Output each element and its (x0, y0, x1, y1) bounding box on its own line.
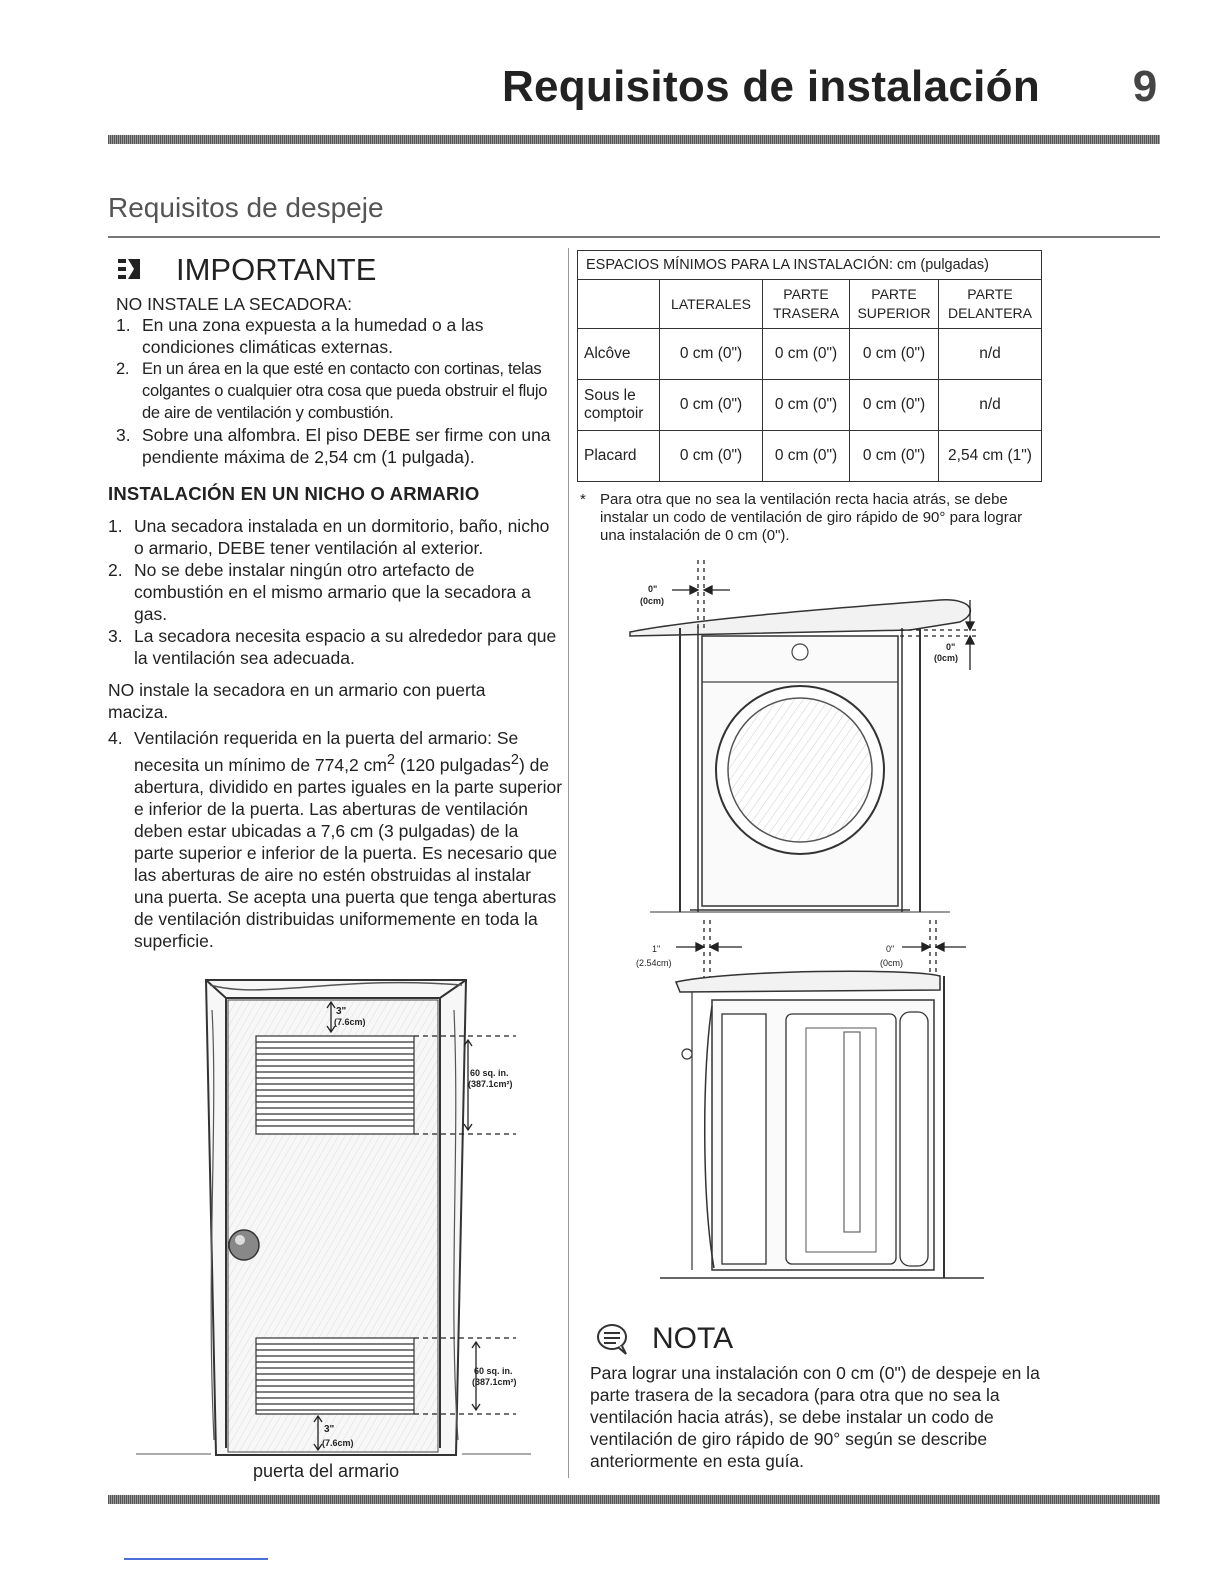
page-title: Requisitos de instalación (501, 62, 1040, 111)
row-label: Sous le comptoir (578, 380, 660, 431)
note-icon (596, 1322, 632, 1361)
list-number: 4. (108, 728, 123, 748)
note-text: Para lograr una instalación con 0 cm (0") de despeje en la parte trasera de la secadora (para otra que no sea la ventilación hacia atrás), se debe instalar un codo de ventilación de giro rápido de 90° según se describe anteriormente en esta guía. (590, 1363, 1040, 1471)
list-item (108, 515, 560, 559)
door-bottom-gap-cm: (7.6cm) (322, 1438, 354, 1448)
door-top-area-inches: 60 sq. in. (470, 1068, 509, 1078)
table-cell: 0 cm (0") (660, 329, 763, 380)
dryer-side-figure (610, 920, 990, 1290)
door-bottom-area-cm: (387.1cm²) (472, 1377, 517, 1387)
table-cell: 0 cm (0") (660, 380, 763, 431)
list-item (116, 424, 556, 468)
table-row (578, 329, 1042, 380)
table-cell: 0 cm (0") (763, 431, 850, 482)
list-text: En un área en la que esté en contacto con cortinas, telas colgantes o cualquier otra cosa que pueda obstruir el flujo de aire de ventilación y combustión. (142, 360, 548, 422)
door-top-area-cm: (387.1cm²) (468, 1079, 513, 1089)
door-top-gap-cm: (7.6cm) (334, 1017, 366, 1027)
list-item (108, 727, 563, 952)
table-cell: n/d (939, 380, 1042, 431)
door-bottom-area-inches: 60 sq. in. (474, 1366, 513, 1376)
closet-door-figure (136, 970, 536, 1465)
front-top-gap-cm: (0cm) (934, 653, 959, 663)
table-header-rear: PARTE TRASERA (763, 280, 850, 329)
list-text: (120 pulgadas (395, 754, 511, 775)
door-bottom-gap-inches: 3" (324, 1424, 335, 1435)
table-cell: 2,54 cm (1") (939, 431, 1042, 482)
alcove-heading: INSTALACIÓN EN UN NICHO O ARMARIO (108, 483, 480, 504)
list-text: No se debe instalar ningún otro artefacto de combustión en el mismo armario que la secadora a gas. (134, 560, 531, 624)
front-side-gap-inches: 0" (648, 584, 658, 594)
alcove-list-item-4 (108, 727, 563, 952)
table-header-front: PARTE DELANTERA (939, 280, 1042, 329)
table-header-sides: LATERALES (660, 280, 763, 329)
door-top-gap-inches: 3" (336, 1006, 347, 1017)
list-number: 2. (116, 360, 130, 378)
list-text: La secadora necesita espacio a su alrededor para que la ventilación sea adecuada. (134, 626, 557, 668)
section-title: Requisitos de despeje (108, 192, 384, 223)
row-label: Placard (578, 431, 660, 482)
important-arrow-icon (116, 256, 148, 282)
side-rear-gap-cm: (0cm) (880, 958, 903, 968)
footnote-mark: * (580, 491, 586, 508)
table-cell: 0 cm (0") (850, 380, 939, 431)
table-row (578, 431, 1042, 482)
front-side-gap-cm: (0cm) (640, 596, 665, 606)
list-number: 3. (108, 626, 123, 646)
list-text: Ventilación requerida en la puerta del armario: Se necesita un mínimo de 774,2 cm (134, 728, 519, 775)
footer-rule (108, 1495, 1160, 1504)
side-front-gap-cm: (2.54cm) (636, 958, 672, 968)
note-title: NOTA (652, 1322, 734, 1355)
side-rear-gap-inches: 0" (886, 944, 895, 954)
list-text: ) de abertura, dividido en partes iguales en la parte superior e inferior de la puerta. Las aberturas de ventilación deben estar ubicadas a 7,6 cm (3 pulgadas) de la parte superior e inferior de la puerta. Es necesario que las aberturas de aire no estén obstruidas al instalar una puerta. Se acepta una puerta que tenga aberturas de ventilación distribuidas uniformemente en toda la superficie. (134, 754, 563, 951)
list-text: Una secadora instalada en un dormitorio, baño, nicho o armario, DEBE tener ventilación al exterior. (134, 516, 550, 558)
table-row (578, 380, 1042, 431)
door-figure-caption: puerta del armario (253, 1461, 400, 1481)
column-divider (568, 248, 569, 1478)
table-header-top: PARTE SUPERIOR (850, 280, 939, 329)
list-number: 1. (108, 516, 123, 536)
footnote-text: Para otra que no sea la ventilación recta hacia atrás, se debe instalar un codo de ventilación de giro rápido de 90° para lograr una instalación de 0 cm (0"). (600, 491, 1023, 544)
table-cell: 0 cm (0") (763, 380, 850, 431)
list-item (116, 358, 556, 424)
row-label: Alcôve (578, 329, 660, 380)
list-item (108, 559, 560, 625)
important-intro: NO INSTALE LA SECADORA: (116, 294, 352, 314)
important-title: IMPORTANTE (176, 252, 377, 287)
list-item (116, 314, 556, 358)
dryer-front-figure (610, 560, 990, 925)
list-number: 2. (108, 560, 123, 580)
list-number: 3. (116, 425, 131, 445)
list-text: Sobre una alfombra. El piso DEBE ser firme con una pendiente máxima de 2,54 cm (1 pulgada). (142, 425, 551, 467)
list-number: 1. (116, 315, 131, 335)
bottom-link-underline (124, 1558, 268, 1560)
superscript: 2 (510, 752, 519, 768)
header-rule (108, 135, 1160, 144)
table-cell: 0 cm (0") (660, 431, 763, 482)
superscript: 2 (386, 752, 396, 768)
clearance-table (577, 250, 1042, 482)
alcove-list (108, 515, 560, 669)
front-top-gap-inches: 0" (946, 642, 956, 652)
table-cell: 0 cm (0") (850, 431, 939, 482)
important-list (116, 314, 556, 468)
side-front-gap-inches: 1" (652, 944, 661, 954)
table-cell: 0 cm (0") (763, 329, 850, 380)
table-caption: ESPACIOS MÍNIMOS PARA LA INSTALACIÓN: cm (pulgadas) (578, 251, 1042, 280)
table-cell: 0 cm (0") (850, 329, 939, 380)
table-cell: n/d (939, 329, 1042, 380)
page-number: 9 (1132, 62, 1158, 111)
section-rule (108, 236, 1160, 238)
table-header-empty (578, 280, 660, 329)
list-text: En una zona expuesta a la humedad o a las condiciones climáticas externas. (142, 315, 484, 357)
list-item (108, 625, 560, 669)
alcove-note-line: NO instale la secadora en un armario con puerta maciza. (108, 680, 486, 722)
